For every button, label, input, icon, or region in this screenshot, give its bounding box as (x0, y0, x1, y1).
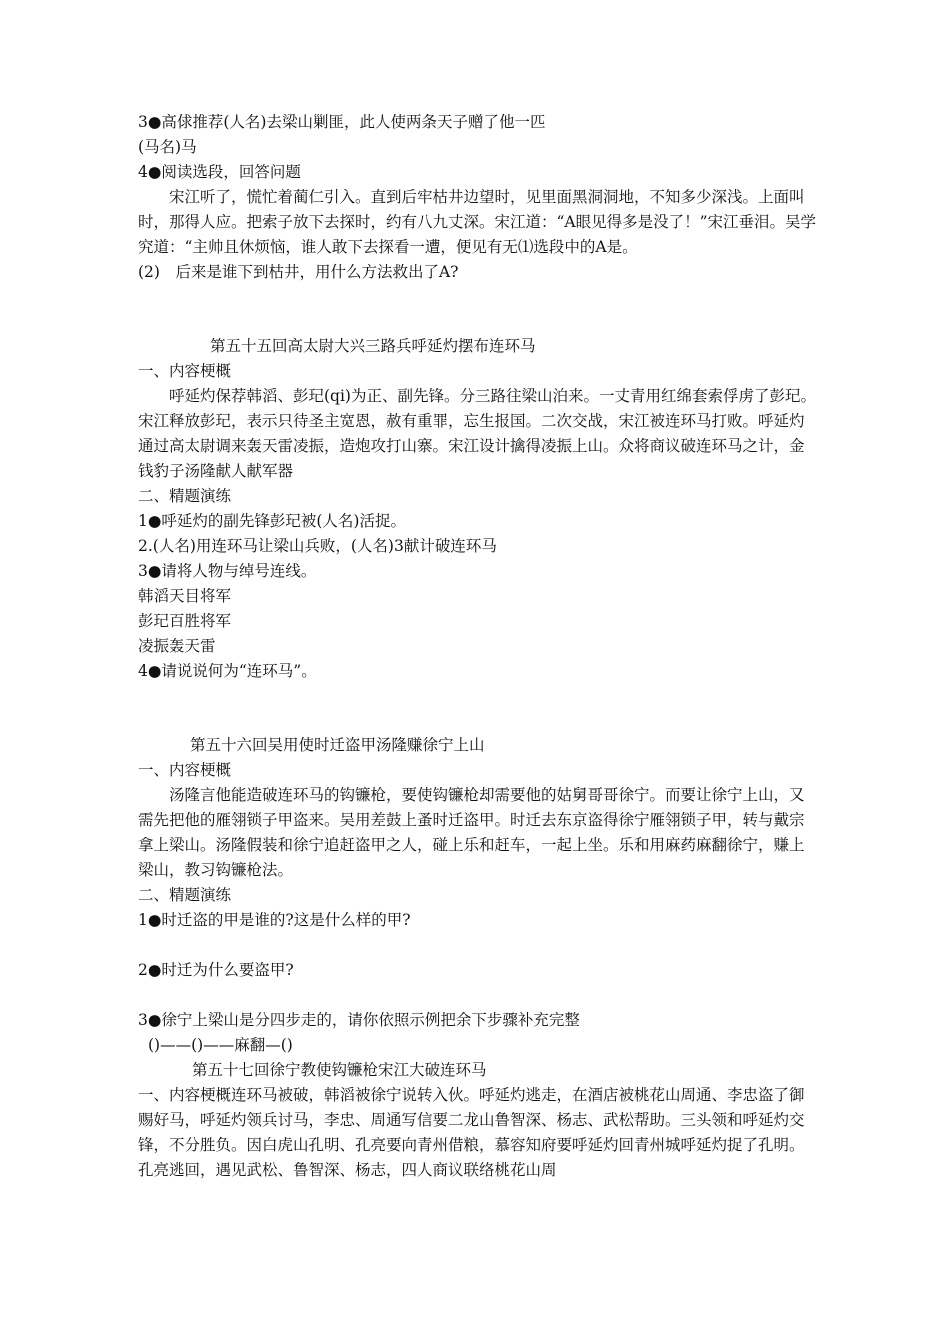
chapter-55-question-1: 1●呼延灼的副先锋彭玘被(人名)活捉。 (138, 512, 406, 530)
chapter-55-question-2: 2.(人名)用连环马让梁山兵败，(人名)3献计破连环马 (138, 537, 497, 555)
chapter-56-title: 第五十六回吴用使时迁盗甲汤隆赚徐宁上山 (190, 736, 485, 754)
chapter-56-question-3: 3●徐宁上梁山是分四步走的，请你依照示例把余下步骤补充完整 (138, 1011, 580, 1029)
reading-passage: 宋江听了，慌忙着蔺仁引入。直到后牢枯井边望时，见里面黑洞洞地，不知多少深浅。上面叫时，那得人应。把索子放下去探时，约有八九丈深。宋江道：“A眼见得多是没了！”宋江垂泪。吴学究道：“主帅且休烦恼，谁人敢下去探看一遭，便见有无⑴选段中的A是。 (138, 188, 817, 256)
spacer (138, 684, 818, 709)
question-3-continued: (马名)马 (138, 138, 197, 156)
answer-space (138, 933, 818, 958)
question-4: 4●阅读选段，回答问题 (138, 163, 301, 181)
chapter-57-summary: 一、内容梗概连环马被破，韩滔被徐宁说转入伙。呼延灼逃走，在酒店被桃花山周通、李忠盗了御赐好马，呼延灼领兵讨马，李忠、周通写信要二龙山鲁智深、杨志、武松帮助。三头领和呼延灼交锋，不分胜负。因白虎山孔明、孔亮要向青州借粮，慕容知府要呼延灼回青州城呼延灼捉了孔明。孔亮逃回，遇见武松、鲁智深、杨志，四人商议联络桃花山周 (138, 1086, 805, 1179)
chapter-55-title: 第五十五回高太尉大兴三路兵呼延灼摆布连环马 (210, 337, 536, 355)
chapter-55-summary-heading: 一、内容梗概 (138, 362, 232, 380)
question-3: 3●高俅推荐(人名)去梁山剿匪，此人使两条天子赠了他一匹 (138, 113, 546, 131)
nickname-pair: 凌振轰天雷 (138, 637, 216, 655)
nickname-pair: 彭玘百胜将军 (138, 612, 232, 630)
chapter-55-summary: 呼延灼保荐韩滔、彭玘(qi)为正、副先锋。分三路往梁山泊来。一丈青用红绵套索俘虏了彭玘。宋江释放彭玘，表示只待圣主宽恩，赦有重罪，忘生报国。二次交战，宋江被连环马打败。呼延灼通过高太尉调来轰天雷凌振，造炮攻打山寨。宋江设计擒得凌振上山。众将商议破连环马之计，金钱豹子汤隆献人献军器 (138, 387, 816, 480)
chapter-56-exercise-heading: 二、精题演练 (138, 886, 232, 904)
question-4-2: (2) 后来是谁下到枯井，用什么方法救出了A? (138, 263, 459, 281)
chapter-55-question-3: 3●请将人物与绰号连线。 (138, 562, 317, 580)
chapter-55-question-4: 4●请说说何为“连环马”。 (138, 662, 317, 680)
spacer (138, 709, 818, 733)
spacer (138, 310, 818, 334)
chapter-56-question-1: 1●时迁盗的甲是谁的?这是什么样的甲? (138, 911, 411, 929)
document-body (138, 110, 818, 1183)
steps-fill-blank: ()——()——麻翻—() (148, 1036, 293, 1054)
chapter-56-summary: 汤隆言他能造破连环马的钩镰枪，要使钩镰枪却需要他的姑舅哥哥徐宁。而要让徐宁上山，又需先把他的雁翎锁子甲盗来。吴用差鼓上蚤时迁盗甲。时迁去东京盗得徐宁雁翎锁子甲，转与戴宗拿上梁山。汤隆假装和徐宁追赶盗甲之人，碰上乐和赶车，一起上坐。乐和用麻药麻翻徐宁，赚上梁山，教习钩镰枪法。 (138, 786, 805, 879)
chapter-56-summary-heading: 一、内容梗概 (138, 761, 232, 779)
chapter-56-question-2: 2●时迁为什么要盗甲? (138, 961, 294, 979)
chapter-55-exercise-heading: 二、精题演练 (138, 487, 232, 505)
spacer (138, 285, 818, 310)
chapter-57-title: 第五十七回徐宁教使钩镰枪宋江大破连环马 (192, 1061, 487, 1079)
answer-space (138, 983, 818, 1008)
nickname-pair: 韩滔天目将军 (138, 587, 232, 605)
